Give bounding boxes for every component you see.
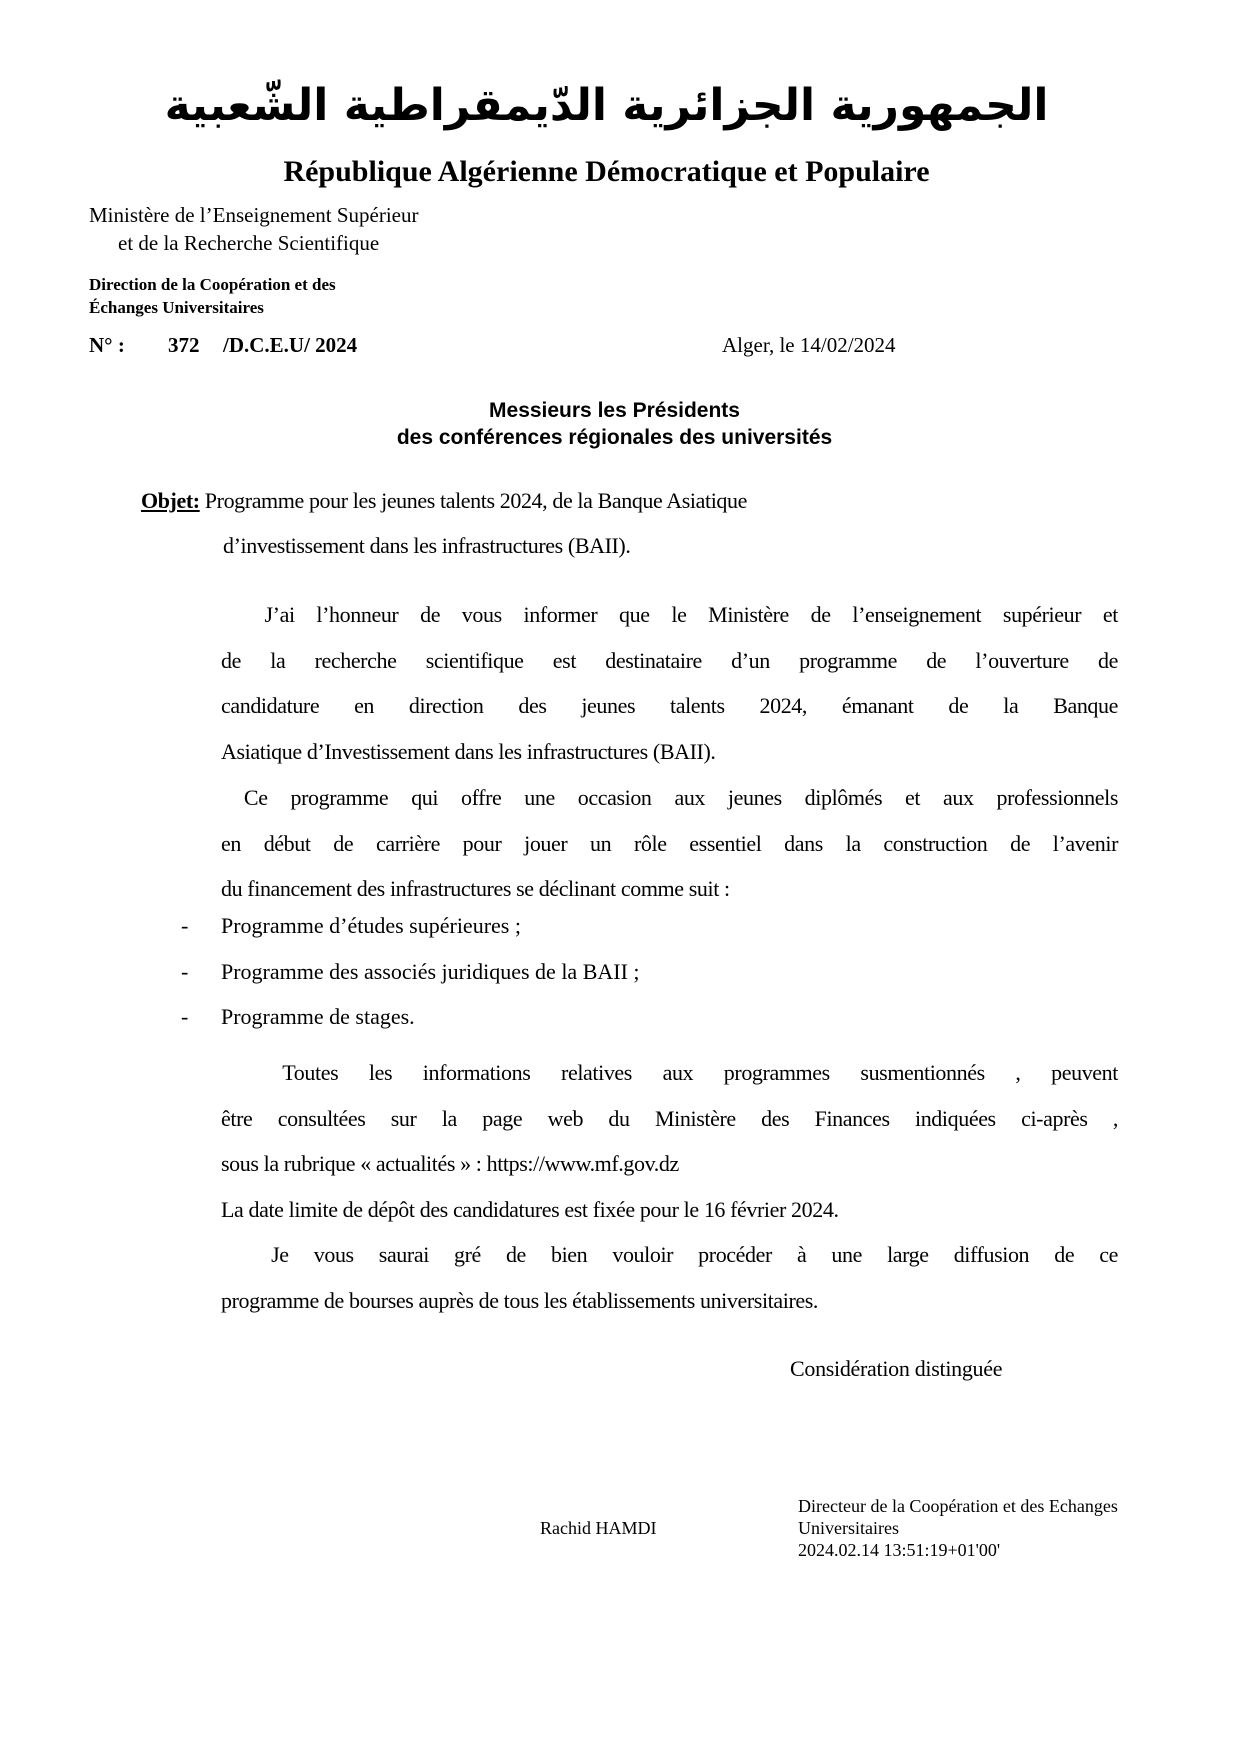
direction-line-2: Échanges Universitaires	[89, 298, 264, 317]
recipient-line-1: Messieurs les Présidents	[489, 399, 740, 422]
recipient-block	[0, 397, 1235, 451]
reference-number	[89, 333, 357, 358]
list-item	[181, 1004, 415, 1030]
subject-label: Objet:	[141, 488, 200, 513]
paragraph-line: candidature en direction des jeunes talents 2024, émanant de la Banque	[221, 693, 1118, 719]
digital-signature-block	[798, 1495, 1118, 1561]
subject-line-2: d’investissement dans les infrastructures (BAII).	[223, 533, 631, 558]
ministry-line-2: et de la Recherche Scientifique	[118, 231, 380, 255]
paragraph-program	[221, 775, 1118, 912]
deadline-line: La date limite de dépôt des candidatures est fixée pour le 16 février 2024.	[221, 1196, 839, 1222]
arabic-title: الجمهورية الجزائرية الدّيمقراطية الشّعبية	[164, 80, 1049, 131]
signature-timestamp: 2024.02.14 13:51:19+01'00'	[798, 1540, 1001, 1560]
paragraph-line: du financement des infrastructures se déclinant comme suit :	[221, 876, 730, 902]
bullet-dash-icon: -	[181, 913, 189, 938]
paragraph-line: Je vous saurai gré de bien vouloir procéder à une large diffusion de ce	[221, 1242, 1118, 1267]
paragraph-line-link: sous la rubrique « actualités » : https://www.mf.gov.dz	[221, 1151, 679, 1177]
paragraph-line: J’ai l’honneur de vous informer que le Ministère de l’enseignement supérieur et	[221, 602, 1118, 627]
paragraph-line: de la recherche scientifique est destinataire d’un programme de l’ouverture de	[221, 647, 1118, 673]
ministry-line-1: Ministère de l’Enseignement Supérieur	[89, 203, 419, 227]
paragraph-line: Asiatique d’Investissement dans les infrastructures (BAII).	[221, 738, 716, 764]
paragraph-request	[221, 1232, 1118, 1323]
closing-salutation: Considération distinguée	[790, 1356, 1003, 1381]
paragraph-line: en début de carrière pour jouer un rôle essentiel dans la construction de l’avenir	[221, 830, 1118, 856]
signer-title-line-2: Universitaires	[798, 1518, 899, 1538]
signer-title-line-1: Directeur de la Coopération et des Echanges	[798, 1496, 1118, 1516]
paragraph-intro	[221, 592, 1118, 774]
list-item-text: Programme de stages.	[221, 1004, 415, 1029]
paragraph-line: être consultées sur la page web du Ministère des Finances indiquées ci-après ,	[221, 1105, 1118, 1131]
paragraph-information	[221, 1050, 1118, 1232]
list-item-text: Programme d’études supérieures ;	[221, 913, 521, 938]
list-item	[181, 959, 640, 985]
list-item	[181, 913, 521, 939]
bullet-dash-icon: -	[181, 1004, 189, 1029]
reference-suffix: /D.C.E.U/ 2024	[223, 333, 358, 357]
list-item-text: Programme des associés juridiques de la BAII ;	[221, 959, 640, 984]
paragraph-line: Ce programme qui offre une occasion aux jeunes diplômés et aux professionnels	[221, 785, 1118, 810]
paragraph-line: Toutes les informations relatives aux programmes susmentionnés , peuvent	[221, 1060, 1118, 1085]
paragraph-line: programme de bourses auprès de tous les établissements universitaires.	[221, 1287, 819, 1313]
reference-label: N° :	[89, 333, 125, 357]
signer-name: Rachid HAMDI	[540, 1518, 657, 1538]
reference-value: 372	[168, 333, 200, 357]
subject-line-1	[141, 488, 747, 514]
republic-title: République Algérienne Démocratique et Populaire	[283, 155, 930, 188]
direction-line-1: Direction de la Coopération et des	[89, 275, 336, 294]
bullet-dash-icon: -	[181, 959, 189, 984]
place-date: Alger, le 14/02/2024	[722, 333, 896, 357]
subject-text-1: Programme pour les jeunes talents 2024, de la Banque Asiatique	[199, 488, 747, 513]
recipient-line-2: des conférences régionales des universités	[396, 426, 833, 449]
